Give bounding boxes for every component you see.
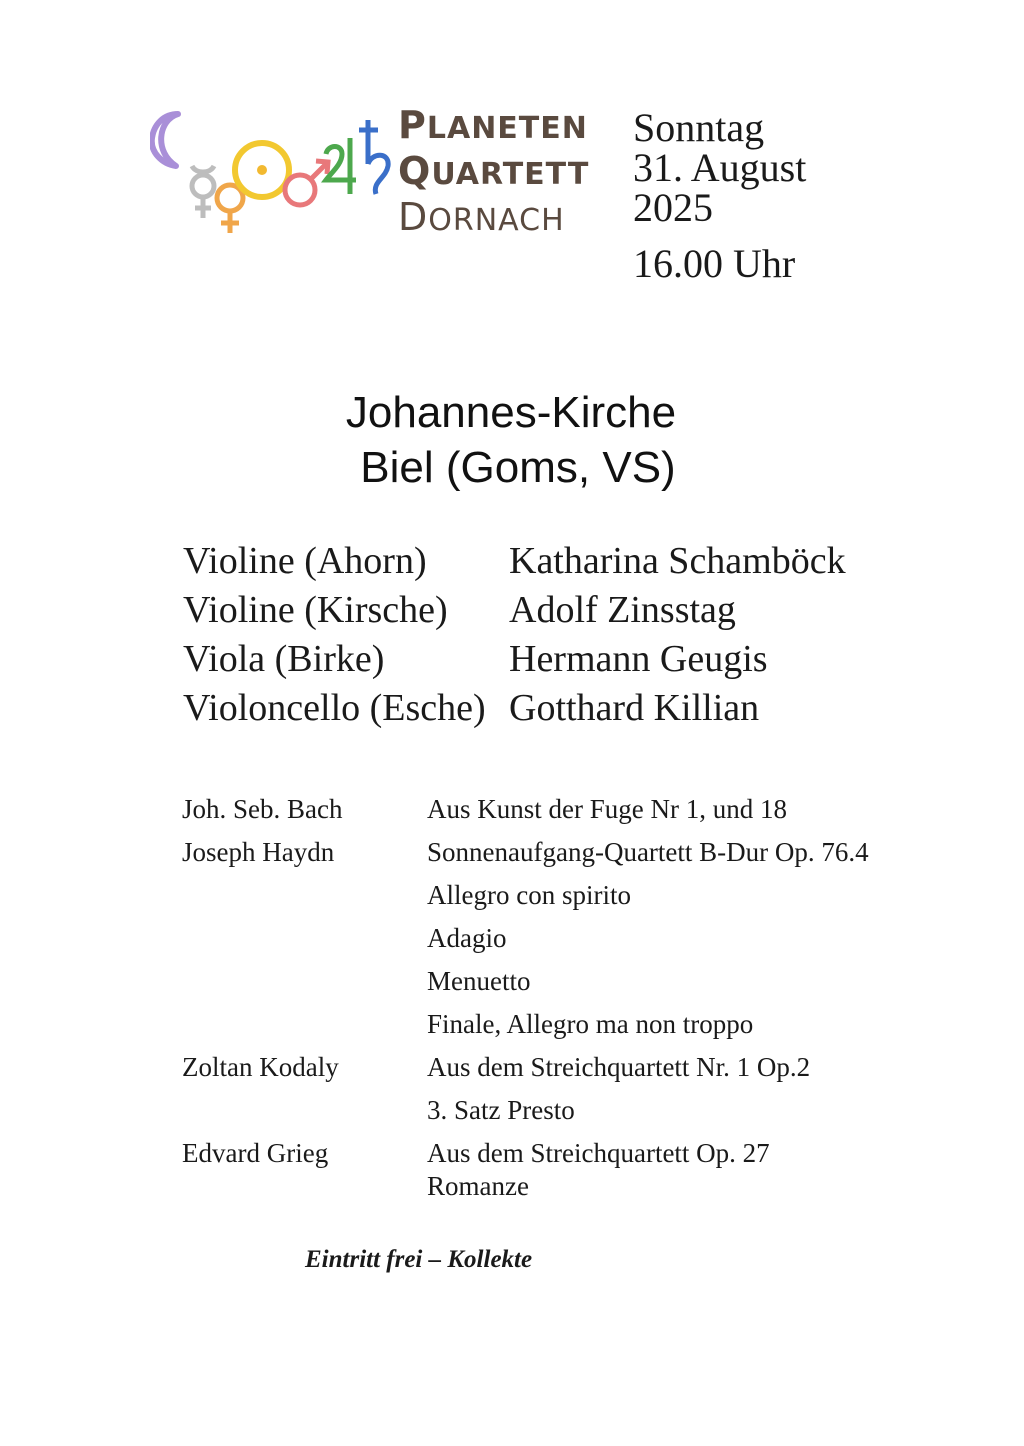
logo-word-dornach: DORNACH: [398, 195, 565, 239]
program-row: [182, 1089, 869, 1132]
sun-icon: [235, 143, 289, 197]
saturn-icon: [359, 120, 388, 194]
concert-date-block: [633, 105, 807, 286]
program-row: [182, 1046, 869, 1089]
concert-time: 16.00 Uhr: [633, 241, 796, 286]
jupiter-icon: [326, 138, 356, 194]
musician-instrument: Violoncello (Esche): [183, 687, 486, 729]
concert-date: 31. August: [633, 145, 807, 190]
program-composer: Joh. Seb. Bach: [182, 794, 343, 824]
musician-instrument: Viola (Birke): [183, 638, 385, 680]
musician-row: [183, 537, 846, 586]
program-work: 3. Satz Presto: [427, 1095, 575, 1125]
venue-name: Johannes-Kirche: [345, 388, 677, 437]
logo-word-quartett: QUARTETT: [398, 149, 590, 193]
planet-symbols-graphic: [150, 108, 400, 233]
program-work: Adagio: [427, 923, 507, 953]
concert-day: Sonntag: [633, 105, 765, 150]
program-composer: [182, 1003, 427, 1046]
program-work: Finale, Allegro ma non troppo: [427, 1009, 754, 1039]
program-row: [182, 917, 869, 960]
program-work: Aus dem Streichquartett Nr. 1 Op.2: [427, 1052, 811, 1082]
program-row: [182, 1132, 869, 1203]
admission-note: Eintritt frei – Kollekte: [305, 1246, 533, 1273]
program-composer: [182, 917, 427, 960]
program-row: [182, 788, 869, 831]
musician-row: [183, 684, 846, 733]
program-composer: [182, 960, 427, 1003]
planeten-quartett-logo: [150, 100, 590, 240]
musician-instrument: Violine (Ahorn): [183, 540, 427, 582]
mercury-icon: [192, 166, 214, 218]
program-work: Sonnenaufgang-Quartett B-Dur Op. 76.4: [427, 837, 869, 867]
program-composer: [182, 874, 427, 917]
musician-name: Hermann Geugis: [509, 638, 768, 680]
program-row: [182, 1003, 869, 1046]
program-composer: Zoltan Kodaly: [182, 1052, 339, 1082]
musician-row: [183, 635, 846, 684]
program-work: Aus dem Streichquartett Op. 27: [427, 1138, 770, 1168]
musician-name: Gotthard Killian: [509, 687, 760, 729]
program-work-movement: Romanze: [427, 1171, 529, 1201]
musicians-list: [183, 537, 846, 733]
moon-icon: [152, 114, 178, 166]
program-work-group: [427, 1137, 770, 1203]
venue-location: Biel (Goms, VS): [360, 443, 676, 492]
program-composer: Edvard Grieg: [182, 1138, 329, 1168]
program-row: [182, 831, 869, 874]
concert-year: 2025: [633, 185, 713, 230]
program-work: Menuetto: [427, 966, 531, 996]
program-row: [182, 960, 869, 1003]
program-work: Allegro con spirito: [427, 880, 631, 910]
program-composer: [182, 1089, 427, 1132]
logo-word-planeten: PLANETEN: [398, 103, 588, 147]
musician-name: Katharina Schamböck: [509, 540, 846, 582]
musician-instrument: Violine (Kirsche): [183, 589, 448, 631]
musician-row: [183, 586, 846, 635]
program-list: [182, 788, 869, 1203]
program-composer: Joseph Haydn: [182, 837, 335, 867]
venus-icon: [217, 185, 243, 233]
program-row: [182, 874, 869, 917]
program-work: Aus Kunst der Fuge Nr 1, und 18: [427, 794, 787, 824]
musician-name: Adolf Zinsstag: [509, 589, 736, 631]
